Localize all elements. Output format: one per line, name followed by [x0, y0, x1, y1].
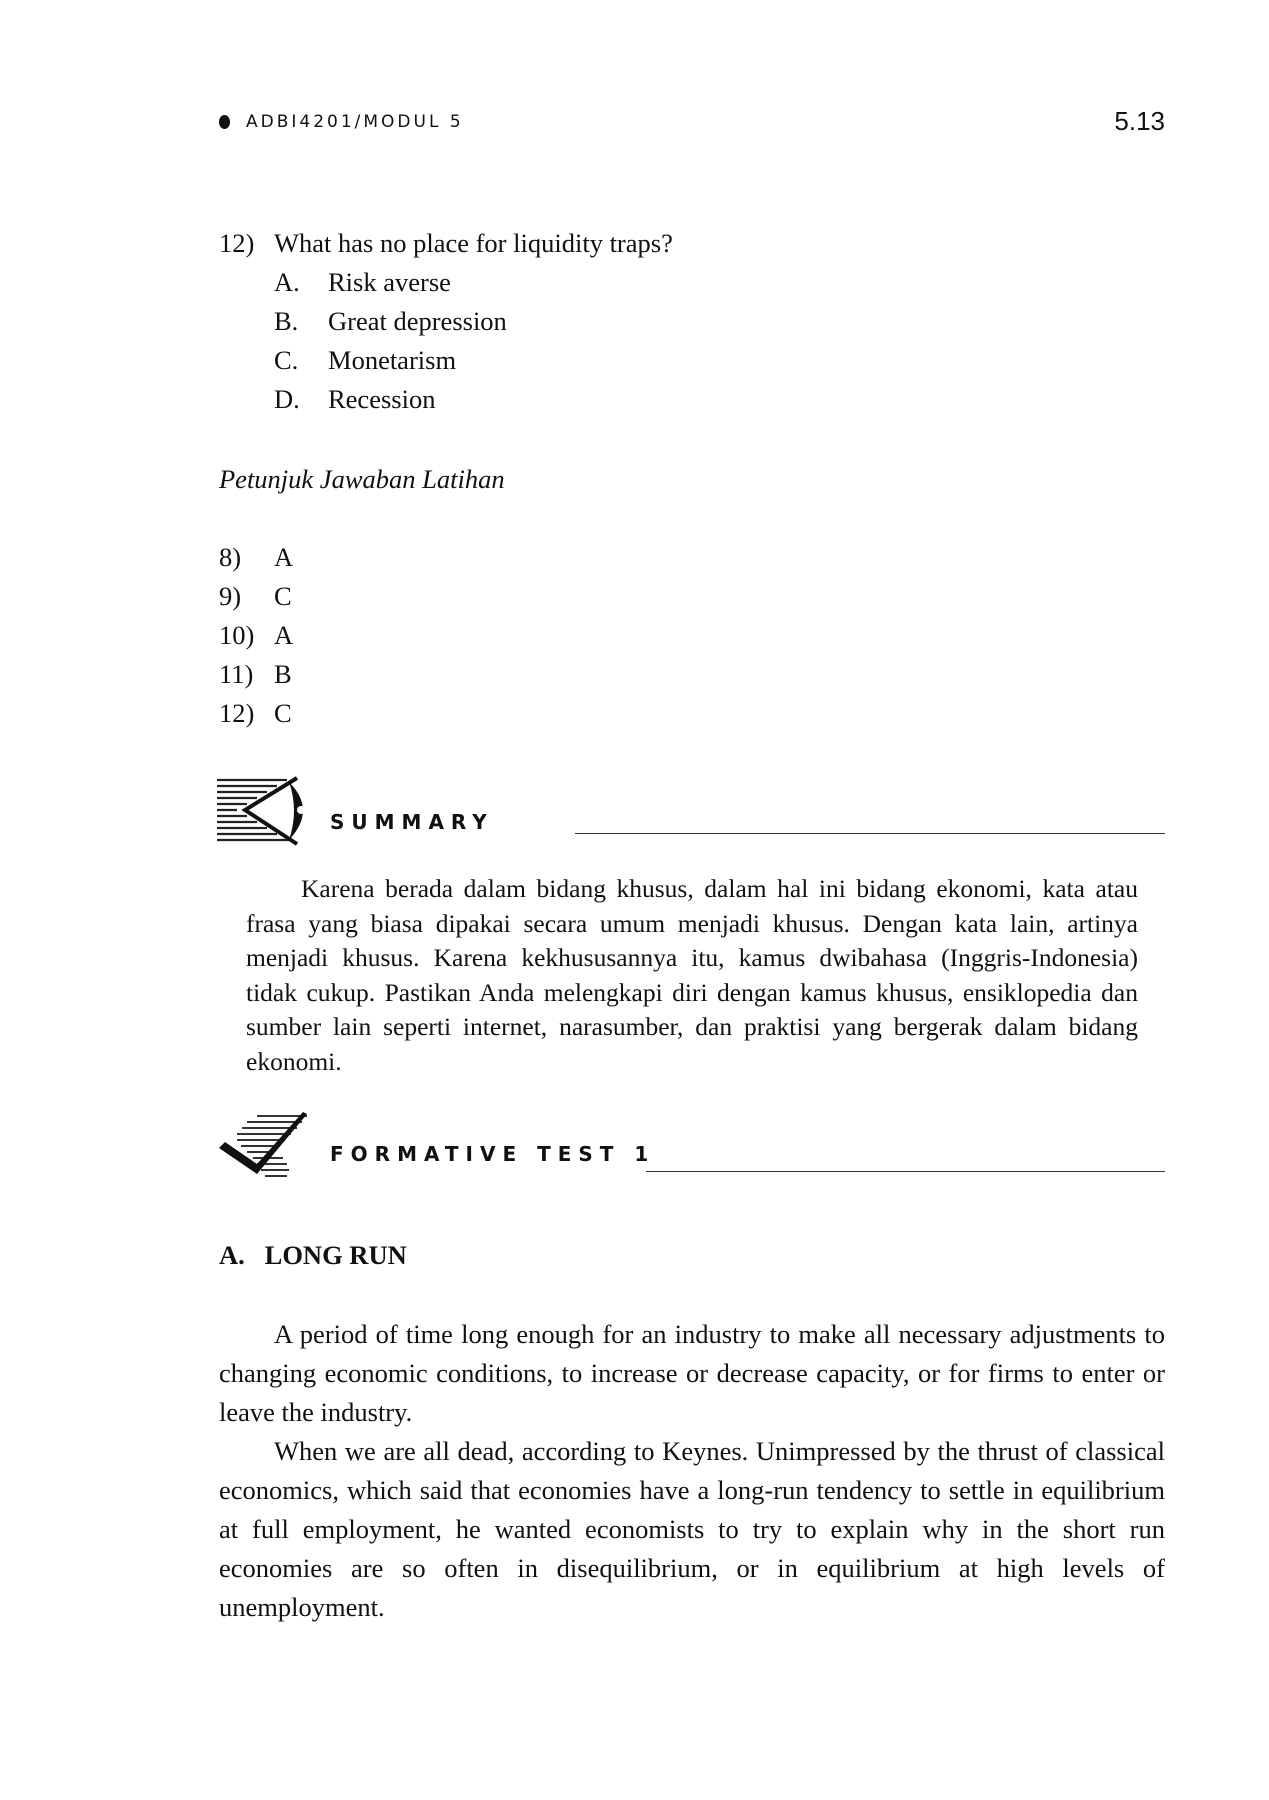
answer-item: [219, 577, 293, 616]
answer-letter: C: [274, 698, 292, 728]
paragraph: A period of time long enough for an industry to make all necessary adjustments to changing economic conditions, to increase or decrease capacity, or for firms to enter or leave the industry.: [219, 1319, 1165, 1427]
paragraph: When we are all dead, according to Keynes. Unimpressed by the thrust of classical economics, which said that economies have a long-run tendency to settle in equilibrium at full employment, he wanted economists to try to explain why in the short run economies are so often in disequilibrium, or in equilibrium at high levels of unemployment.: [219, 1436, 1165, 1622]
summary-rule: [575, 833, 1165, 834]
bullet-icon: [219, 115, 230, 129]
answer-letter: B: [274, 659, 292, 689]
answer-number: 12): [219, 698, 255, 728]
formative-rule: [646, 1171, 1165, 1172]
option: [219, 341, 1169, 380]
question-block: [219, 224, 1169, 419]
answer-item: [219, 694, 293, 733]
answer-letter: A: [274, 620, 294, 650]
answer-letter: C: [274, 581, 292, 611]
section-heading: A. LONG RUN: [219, 1240, 407, 1270]
answer-item: [219, 655, 293, 694]
question-number: 12): [219, 228, 255, 258]
summary-title: SUMMARY: [330, 810, 494, 834]
formative-title: FORMATIVE TEST 1: [330, 1142, 656, 1166]
option-letter: A.: [274, 267, 300, 297]
answer-number: 9): [219, 581, 242, 611]
option: [219, 263, 1169, 302]
option-letter: C.: [274, 345, 299, 375]
option: [219, 380, 1169, 419]
option-letter: D.: [274, 384, 300, 414]
option-text: Great depression: [328, 306, 507, 336]
running-title: ADBI4201/MODUL 5: [246, 112, 464, 132]
question-text: What has no place for liquidity traps?: [274, 228, 673, 258]
page-number: 5.13: [1114, 106, 1165, 136]
option: [219, 302, 1169, 341]
option-text: Monetarism: [328, 345, 457, 375]
answer-key-title: Petunjuk Jawaban Latihan: [219, 464, 505, 494]
option-text: Recession: [328, 384, 436, 414]
summary-eye-icon: [217, 776, 309, 848]
summary-text: Karena berada dalam bidang khusus, dalam hal ini bidang ekonomi, kata atau frasa yang biasa dipakai secara umum menjadi khusus. Dengan kata lain, artinya menjadi khusus. Karena kekhususannya itu, kamus dwibahasa (Inggris-Indonesia) tidak cukup. Pastikan Anda melengkapi diri dengan kamus khusus, ensiklopedia dan sumber lain seperti internet, narasumber, dan praktisi yang bergerak dalam bidang ekonomi.: [246, 874, 1138, 1076]
answer-letter: A: [274, 542, 294, 572]
answer-key-list: [219, 538, 293, 733]
summary-paragraph: [246, 872, 1138, 1080]
long-run-body: [219, 1315, 1165, 1627]
option-letter: B.: [274, 306, 299, 336]
formative-check-icon: [217, 1112, 309, 1180]
answer-number: 10): [219, 620, 255, 650]
running-header: [219, 112, 464, 132]
option-text: Risk averse: [328, 267, 451, 297]
answer-item: [219, 616, 293, 655]
answer-number: 8): [219, 542, 242, 572]
answer-item: [219, 538, 293, 577]
answer-number: 11): [219, 659, 254, 689]
